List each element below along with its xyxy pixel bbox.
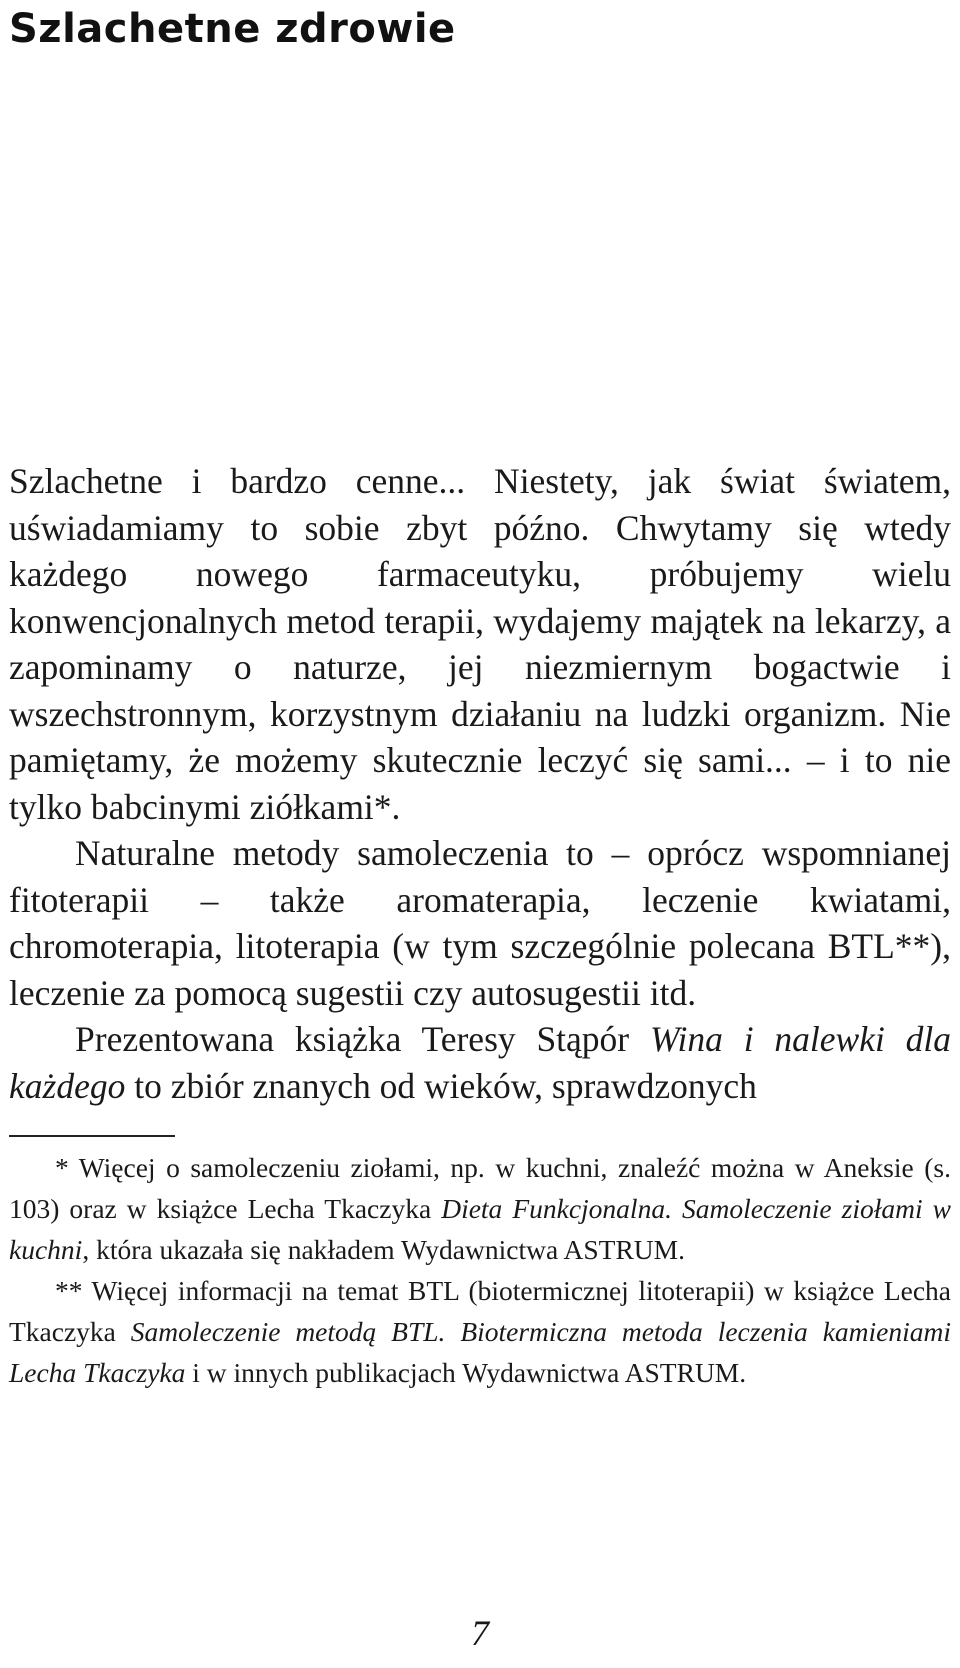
footnotes — [9, 1147, 951, 1393]
paragraph-2: Naturalne metody samoleczenia to – oprócz wspomnianej fitoterapii – także aromaterapia, leczenie kwiatami, chromoterapia, litoterapia (w tym szczególnie polecana BTL**), leczenie za pomocą sugestii czy autosugestii itd. — [9, 833, 951, 1013]
footnote-1-text-b: , która ukazała się nakładem Wydawnictwa ASTRUM. — [82, 1234, 685, 1265]
book-title-dieta-funkcjonalna: Dieta Funkcjonalna. Samoleczenie ziołami w kuchni — [9, 1193, 952, 1265]
footnote-1 — [9, 1147, 951, 1270]
footnote-2-text-b: i w innych publikacjach Wydawnictwa ASTRUM. — [185, 1357, 747, 1388]
paragraph-3 — [9, 1016, 951, 1109]
footnote-separator — [9, 1135, 175, 1137]
paragraph-3-text-b: to zbiór znanych od wieków, sprawdzonych — [125, 1065, 757, 1106]
paragraph-3-text-a: Prezentowana książka Teresy Stąpór — [75, 1019, 650, 1059]
footnote-1-text-a: * Więcej o samoleczeniu ziołami, np. w kuchni, znaleźć można w Aneksie (s. 103) oraz w książce Lecha Tkaczyka — [9, 1152, 951, 1224]
footnote-2-text-a: ** Więcej informacji na temat BTL (biotermicznej litoterapii) w książce Lecha Tkaczyka — [9, 1275, 951, 1347]
page-number: 7 — [471, 1613, 489, 1653]
book-title-samoleczenie-btl: Samoleczenie metodą BTL. Biotermiczna metoda leczenia kamieniami Lecha Tkaczyka — [9, 1316, 951, 1388]
paragraph-1: Szlachetne i bardzo cenne... Niestety, jak świat światem, uświadamiamy to sobie zbyt późno. Chwytamy się wtedy każdego nowego farmaceutyku, próbujemy wielu konwencjonalnych metod terapii, wydajemy majątek na lekarzy, a zapominamy o naturze, jej niezmiernym bogactwie i wszechstronnym, korzystnym działaniu na ludzki organizm. Nie pamiętamy, że możemy skutecznie leczyć się sami... – i to nie tylko babcinymi ziółkami*. — [9, 461, 951, 827]
main-text — [9, 458, 951, 1109]
chapter-title: Szlachetne zdrowie — [9, 6, 456, 52]
book-title-wina-i-nalewki: Wina i nalewki dla każdego — [9, 1019, 951, 1106]
footnote-2 — [9, 1270, 951, 1393]
